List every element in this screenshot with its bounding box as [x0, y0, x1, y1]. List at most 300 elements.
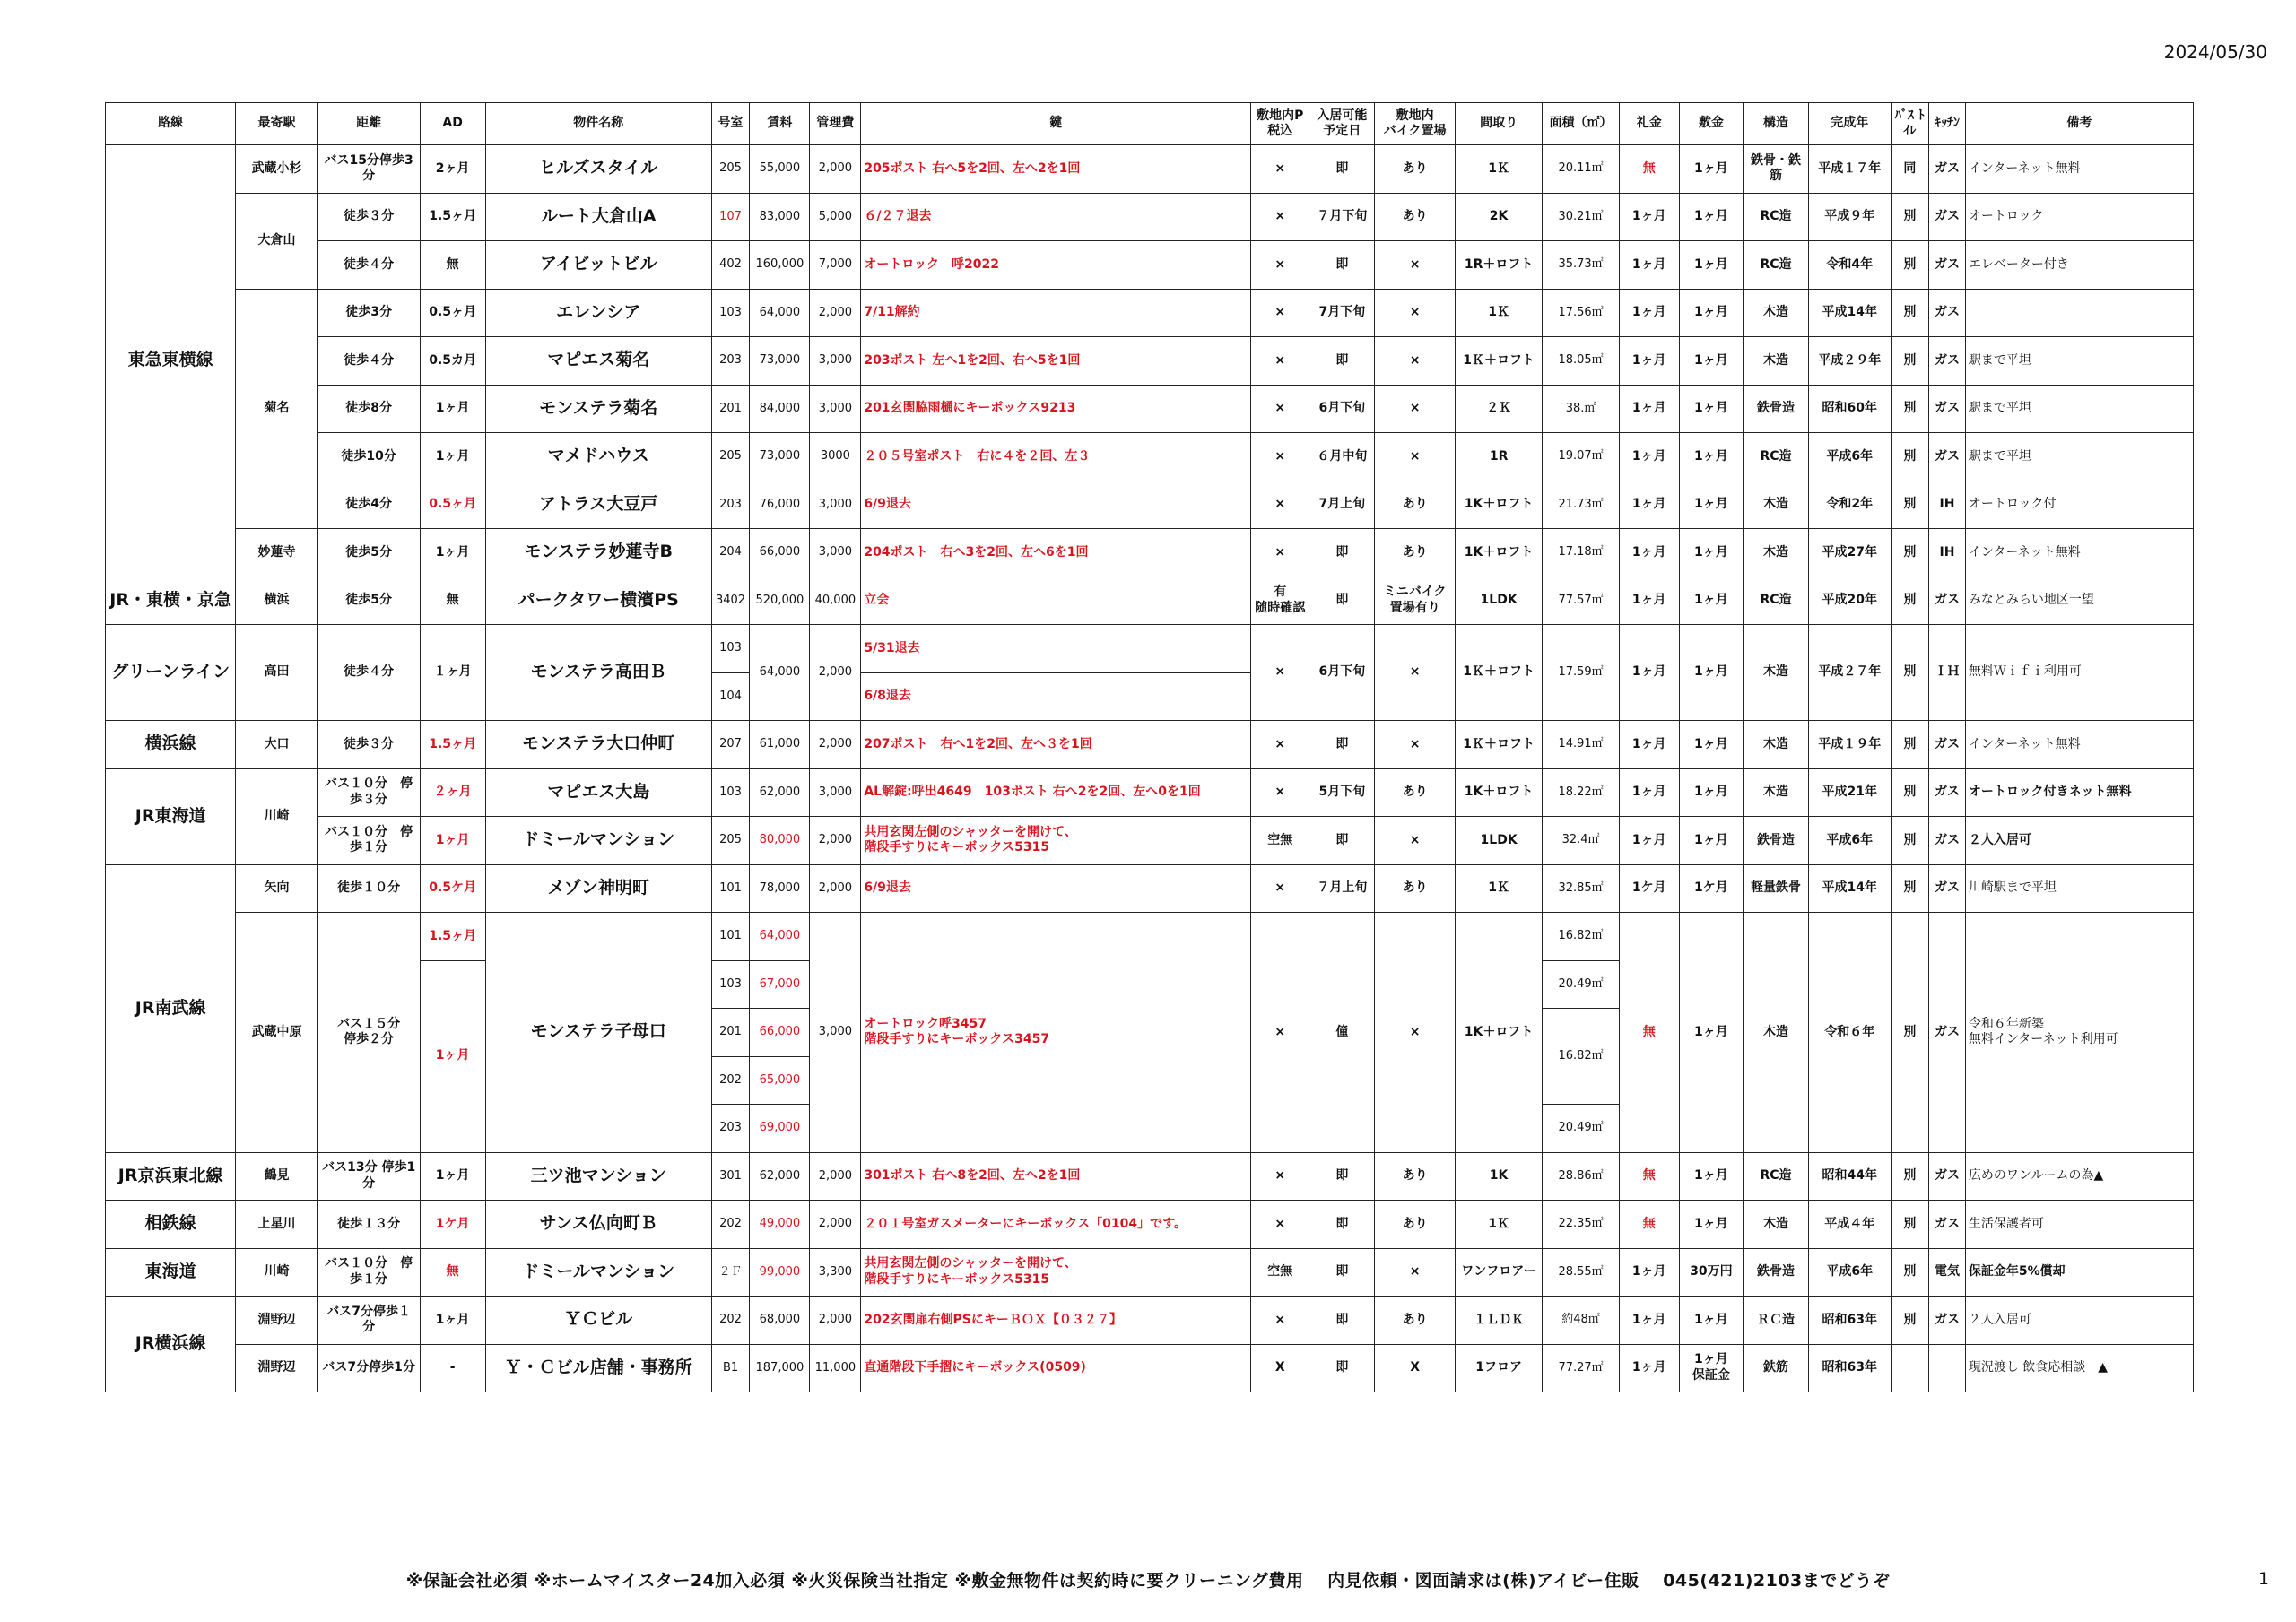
room-number: 204: [711, 529, 750, 577]
area: 約48㎡: [1543, 1297, 1619, 1345]
structure: 軽量鉄骨: [1743, 864, 1808, 913]
header-mgmt: 管理費: [810, 103, 861, 145]
bike-parking: あり: [1375, 1152, 1455, 1201]
room-number: 301: [711, 1152, 750, 1201]
bike-parking: ×: [1375, 721, 1455, 769]
station-name: 武蔵小杉: [236, 145, 317, 194]
shikikin: 1ヶ月: [1679, 193, 1743, 241]
remarks: 駅まで平坦: [1965, 337, 2193, 386]
distance-part-1: バス１５分: [337, 1016, 401, 1031]
parking: ×: [1251, 193, 1309, 241]
property-name: モンステラ妙蓮寺B: [485, 529, 711, 577]
structure: 鉄骨・鉄筋: [1743, 145, 1808, 194]
area: 20.49㎡: [1543, 1105, 1619, 1153]
area: 28.55㎡: [1543, 1248, 1619, 1297]
management-fee: 2,000: [810, 721, 861, 769]
distance: 徒歩４分: [317, 625, 420, 721]
area: 18.22㎡: [1543, 768, 1619, 817]
move-in-date: 即: [1309, 529, 1375, 577]
distance: バス7分停歩1分: [317, 1344, 420, 1392]
kitchen: ガス: [1929, 864, 1966, 913]
management-fee: 7,000: [810, 241, 861, 290]
table-row: [106, 289, 2194, 337]
room-number: 402: [711, 241, 750, 290]
kitchen: ＩＨ: [1929, 625, 1966, 721]
structure: 木造: [1743, 768, 1808, 817]
move-in-date: 即: [1309, 1248, 1375, 1297]
distance: 徒歩8分: [317, 385, 420, 433]
move-in-date: 即: [1309, 817, 1375, 865]
layout: 1Ｋ＋ロフト: [1455, 337, 1543, 386]
distance: バス１０分 停歩３分: [317, 768, 420, 817]
layout: 1Ｋ＋ロフト: [1455, 721, 1543, 769]
shikikin-part-1: 1ヶ月: [1693, 1352, 1728, 1367]
table-row: [106, 433, 2194, 481]
key-info: ２０５号室ポスト 右に４を２回、左３: [861, 433, 1251, 481]
header-layout: 間取り: [1455, 103, 1543, 145]
area: 21.73㎡: [1543, 481, 1619, 529]
structure: RC造: [1743, 1152, 1808, 1201]
bike-parking: ×: [1375, 1248, 1455, 1297]
kitchen: ガス: [1929, 1201, 1966, 1249]
parking: ×: [1251, 433, 1309, 481]
rent: 520,000: [750, 577, 810, 625]
rent: 80,000: [750, 817, 810, 865]
rent: 61,000: [750, 721, 810, 769]
management-fee: 3,000: [810, 481, 861, 529]
key-info: オートロック 呼2022: [861, 241, 1251, 290]
rent: 73,000: [750, 337, 810, 386]
property-name: アイビットビル: [485, 241, 711, 290]
kitchen: ガス: [1929, 193, 1966, 241]
ad: 無: [420, 241, 485, 290]
built-year: 平成6年: [1809, 817, 1891, 865]
key-info: [861, 817, 1251, 865]
station-name: 大倉山: [236, 193, 317, 289]
key-info: 直通階段下手摺にキーボックス(0509): [861, 1344, 1251, 1392]
property-name: ルート大倉山A: [485, 193, 711, 241]
table-row: [106, 1201, 2194, 1249]
move-in-date: ６月中旬: [1309, 433, 1375, 481]
remarks: ２人入居可: [1965, 817, 2193, 865]
shikikin: 1ヶ月: [1679, 768, 1743, 817]
room-number: 3402: [711, 577, 750, 625]
bath-toilet: 別: [1891, 433, 1929, 481]
room-number: 202: [711, 1056, 750, 1105]
header-rent: 賃料: [750, 103, 810, 145]
kitchen: ガス: [1929, 1152, 1966, 1201]
station-name: 鶴見: [236, 1152, 317, 1201]
layout: 1Ｋ＋ロフト: [1455, 625, 1543, 721]
room-number: 203: [711, 481, 750, 529]
move-in-date: 5月下旬: [1309, 768, 1375, 817]
structure: ＲＣ造: [1743, 1297, 1808, 1345]
property-name: モンステラ高田Ｂ: [485, 625, 711, 721]
shikikin: 1ヶ月: [1679, 721, 1743, 769]
parking: ×: [1251, 241, 1309, 290]
rent: 62,000: [750, 1152, 810, 1201]
reikin: 1ヶ月: [1619, 577, 1679, 625]
room-number: 207: [711, 721, 750, 769]
distance: 徒歩5分: [317, 577, 420, 625]
room-number: 203: [711, 337, 750, 386]
key-info: 301ポスト 右へ8を2回、左へ2を1回: [861, 1152, 1251, 1201]
header-structure: 構造: [1743, 103, 1808, 145]
header-row: [106, 103, 2194, 145]
header-parking: [1251, 103, 1309, 145]
kitchen: ガス: [1929, 241, 1966, 290]
parking: ×: [1251, 289, 1309, 337]
kitchen: ガス: [1929, 577, 1966, 625]
area: 19.07㎡: [1543, 433, 1619, 481]
shikikin: 1ヶ月: [1679, 145, 1743, 194]
shikikin: 1ヶ月: [1679, 1152, 1743, 1201]
move-in-date: 即: [1309, 1201, 1375, 1249]
remarks: ２人入居可: [1965, 1297, 2193, 1345]
station-name: 横浜: [236, 577, 317, 625]
bike-parking: ×: [1375, 385, 1455, 433]
room-number: B1: [711, 1344, 750, 1392]
property-name: モンステラ菊名: [485, 385, 711, 433]
ad: 1ヶ月: [420, 817, 485, 865]
parking: ×: [1251, 768, 1309, 817]
parking-part-2: 随時確認: [1255, 600, 1306, 615]
header-built: 完成年: [1809, 103, 1891, 145]
built-year: 平成14年: [1809, 864, 1891, 913]
layout: 1Ｋ: [1455, 864, 1543, 913]
move-in-date: 即: [1309, 1152, 1375, 1201]
ad: 1.5ヶ月: [420, 193, 485, 241]
ad: 無: [420, 577, 485, 625]
reikin: 1ヶ月: [1619, 529, 1679, 577]
kitchen: 電気: [1929, 1248, 1966, 1297]
built-year: 平成９年: [1809, 193, 1891, 241]
structure: 木造: [1743, 625, 1808, 721]
bath-toilet: 別: [1891, 1152, 1929, 1201]
management-fee: 11,000: [810, 1344, 861, 1392]
key-info-part-2: 階段手すりにキーボックス5315: [864, 840, 1050, 855]
footer-notice: ※保証会社必須 ※ホームマイスター24加入必須 ※火災保険当社指定 ※敷金無物件は契約時に要クリーニング費用 内見依頼・図面請求は(株)アイビー住販 045(421)2103までどうぞ: [405, 1571, 1891, 1591]
property-name: マピエス菊名: [485, 337, 711, 386]
rent: 64,000: [750, 289, 810, 337]
structure: 木造: [1743, 289, 1808, 337]
line-name: JR京浜東北線: [106, 1152, 236, 1201]
ad: １ヶ月: [420, 625, 485, 721]
bike-parking-part-2: 置場有り: [1389, 600, 1440, 615]
table-row: [106, 864, 2194, 913]
parking: ×: [1251, 337, 1309, 386]
structure: 鉄骨造: [1743, 817, 1808, 865]
property-name: エレンシア: [485, 289, 711, 337]
line-name: JR横浜線: [106, 1297, 236, 1392]
shikikin: 1ヶ月: [1679, 433, 1743, 481]
layout: 1Ｋ: [1455, 1201, 1543, 1249]
reikin: 1ヶ月: [1619, 385, 1679, 433]
key-info: 7/11解約: [861, 289, 1251, 337]
table-row: [106, 241, 2194, 290]
reikin: 1ヶ月: [1619, 337, 1679, 386]
bath-toilet: 別: [1891, 864, 1929, 913]
page-number: 1: [2257, 1569, 2269, 1589]
header-line: 路線: [106, 103, 236, 145]
area: 32.4㎡: [1543, 817, 1619, 865]
area: 35.73㎡: [1543, 241, 1619, 290]
built-year: 昭和60年: [1809, 385, 1891, 433]
rent: 76,000: [750, 481, 810, 529]
layout: 1K: [1455, 1152, 1543, 1201]
reikin: 1ヶ月: [1619, 481, 1679, 529]
rent: 84,000: [750, 385, 810, 433]
layout: 2K: [1455, 193, 1543, 241]
room-number: 201: [711, 385, 750, 433]
remarks: オートロック: [1965, 193, 2193, 241]
area: 22.35㎡: [1543, 1201, 1619, 1249]
kitchen: ガス: [1929, 913, 1966, 1153]
move-in-date: 即: [1309, 337, 1375, 386]
reikin: 1ヶ月: [1619, 241, 1679, 290]
rent: 187,000: [750, 1344, 810, 1392]
key-info: 201玄関脇雨樋にキーボックス9213: [861, 385, 1251, 433]
key-info: [861, 1248, 1251, 1297]
bike-parking: あり: [1375, 481, 1455, 529]
management-fee: 2,000: [810, 1297, 861, 1345]
layout: 1LDK: [1455, 817, 1543, 865]
property-table: [105, 102, 2194, 1392]
key-info-part-2: 階段手すりにキーボックス5315: [864, 1271, 1050, 1287]
room-number: 203: [711, 1105, 750, 1153]
parking: 空無: [1251, 817, 1309, 865]
ad: 2ヶ月: [420, 145, 485, 194]
property-name: マメドハウス: [485, 433, 711, 481]
rent: 62,000: [750, 768, 810, 817]
bath-toilet: 別: [1891, 577, 1929, 625]
area: 30.21㎡: [1543, 193, 1619, 241]
management-fee: 2,000: [810, 1152, 861, 1201]
kitchen: ガス: [1929, 817, 1966, 865]
built-year: 昭和63年: [1809, 1297, 1891, 1345]
table-row: [106, 768, 2194, 817]
area: 20.49㎡: [1543, 960, 1619, 1009]
line-name: 相鉄線: [106, 1201, 236, 1249]
table-row: [106, 145, 2194, 194]
bath-toilet: 別: [1891, 1201, 1929, 1249]
move-in-date: 即: [1309, 241, 1375, 290]
area: 32.85㎡: [1543, 864, 1619, 913]
structure: 木造: [1743, 913, 1808, 1153]
key-info: [861, 913, 1251, 1153]
table-row: [106, 1344, 2194, 1392]
property-name: ヒルズスタイル: [485, 145, 711, 194]
property-name: メゾン神明町: [485, 864, 711, 913]
parking: [1251, 577, 1309, 625]
table-row: [106, 817, 2194, 865]
distance: 徒歩４分: [317, 241, 420, 290]
header-kitchen: ｷｯﾁﾝ: [1929, 103, 1966, 145]
bath-toilet: 別: [1891, 241, 1929, 290]
area: 28.86㎡: [1543, 1152, 1619, 1201]
structure: RC造: [1743, 241, 1808, 290]
key-info: 205ポスト 右へ5を2回、左へ2を1回: [861, 145, 1251, 194]
table-row: [106, 1297, 2194, 1345]
property-name: サンス仏向町Ｂ: [485, 1201, 711, 1249]
table-row: [106, 1152, 2194, 1201]
property-name: モンステラ大口仲町: [485, 721, 711, 769]
ad: 0.5カ月: [420, 337, 485, 386]
parking: ×: [1251, 385, 1309, 433]
room-number: 103: [711, 289, 750, 337]
layout: 1K＋ロフト: [1455, 481, 1543, 529]
kitchen: IH: [1929, 481, 1966, 529]
bath-toilet: 別: [1891, 1297, 1929, 1345]
property-name: ドミールマンション: [485, 817, 711, 865]
move-in-date: ７月上旬: [1309, 864, 1375, 913]
area: 17.56㎡: [1543, 289, 1619, 337]
management-fee: 5,000: [810, 193, 861, 241]
kitchen: ガス: [1929, 289, 1966, 337]
structure: 鉄骨造: [1743, 1248, 1808, 1297]
reikin: 無: [1619, 145, 1679, 194]
room-number: 103: [711, 625, 750, 673]
parking: ×: [1251, 913, 1309, 1153]
shikikin: 1ヶ月: [1679, 241, 1743, 290]
property-name: モンステラ子母口: [485, 913, 711, 1153]
move-in-date: 即: [1309, 1344, 1375, 1392]
area: 16.82㎡: [1543, 913, 1619, 961]
move-in-date: 即: [1309, 721, 1375, 769]
shikikin: 1ヶ月: [1679, 289, 1743, 337]
rent: 160,000: [750, 241, 810, 290]
header-shikikin: 敷金: [1679, 103, 1743, 145]
built-year: 平成14年: [1809, 289, 1891, 337]
rent: 55,000: [750, 145, 810, 194]
bath-toilet: 別: [1891, 721, 1929, 769]
built-year: 平成１９年: [1809, 721, 1891, 769]
remarks: 広めのワンルームの為▲: [1965, 1152, 2193, 1201]
rent: 83,000: [750, 193, 810, 241]
header-move-1: 入居可能: [1317, 108, 1368, 123]
key-info: ２０１号室ガスメーターにキーボックス「0104」です。: [861, 1201, 1251, 1249]
bike-parking: X: [1375, 1344, 1455, 1392]
line-name: JR・東横・京急: [106, 577, 236, 625]
distance: 徒歩３分: [317, 193, 420, 241]
key-info: 202玄関扉右側PSにキーＢＯＸ【０３２７】: [861, 1297, 1251, 1345]
shikikin: 1ケ月: [1679, 864, 1743, 913]
bath-toilet: 別: [1891, 481, 1929, 529]
structure: RC造: [1743, 577, 1808, 625]
bike-parking: あり: [1375, 864, 1455, 913]
room-number: 101: [711, 913, 750, 961]
built-year: 令和4年: [1809, 241, 1891, 290]
management-fee: 3,300: [810, 1248, 861, 1297]
table-row: [106, 1248, 2194, 1297]
management-fee: 3,000: [810, 913, 861, 1153]
distance: 徒歩5分: [317, 529, 420, 577]
reikin: 1ヶ月: [1619, 625, 1679, 721]
station-name: 菊名: [236, 289, 317, 529]
kitchen: IH: [1929, 529, 1966, 577]
bike-parking: ×: [1375, 241, 1455, 290]
shikikin: [1679, 1344, 1743, 1392]
bath-toilet: 別: [1891, 337, 1929, 386]
remarks: 保証金年5%償却: [1965, 1248, 2193, 1297]
layout: 1K＋ロフト: [1455, 768, 1543, 817]
room-number: 201: [711, 1009, 750, 1057]
management-fee: 3,000: [810, 529, 861, 577]
station-name: 上星川: [236, 1201, 317, 1249]
structure: 木造: [1743, 1201, 1808, 1249]
distance: バス15分停歩3分: [317, 145, 420, 194]
parking: 空無: [1251, 1248, 1309, 1297]
reikin: 1ヶ月: [1619, 289, 1679, 337]
reikin: 1ヶ月: [1619, 193, 1679, 241]
line-name: グリーンライン: [106, 625, 236, 721]
layout: 1Ｋ: [1455, 145, 1543, 194]
built-year: 平成２９年: [1809, 337, 1891, 386]
key-info: 203ポスト 左へ1を2回、右へ5を1回: [861, 337, 1251, 386]
table-row: [106, 913, 2194, 961]
parking: ×: [1251, 1152, 1309, 1201]
layout: 1K＋ロフト: [1455, 913, 1543, 1153]
move-in-date: 即: [1309, 145, 1375, 194]
shikikin: 1ヶ月: [1679, 481, 1743, 529]
ad: 1ケ月: [420, 1201, 485, 1249]
area: 14.91㎡: [1543, 721, 1619, 769]
property-name: パークタワー横濱PS: [485, 577, 711, 625]
management-fee: 2,000: [810, 625, 861, 721]
built-year: 平成27年: [1809, 529, 1891, 577]
line-name: 横浜線: [106, 721, 236, 769]
bike-parking: あり: [1375, 1297, 1455, 1345]
management-fee: 2,000: [810, 289, 861, 337]
bath-toilet: 別: [1891, 1248, 1929, 1297]
move: 6月下旬: [1309, 625, 1375, 721]
header-parking-2: 税込: [1267, 124, 1293, 138]
ad: 1.5ヶ月: [420, 721, 485, 769]
kitchen: [1929, 1344, 1966, 1392]
bath-toilet: 同: [1891, 145, 1929, 194]
bath-toilet: 別: [1891, 768, 1929, 817]
built: 令和６年: [1809, 913, 1891, 1153]
move-in-date: 7月上旬: [1309, 481, 1375, 529]
property-name: アトラス大豆戸: [485, 481, 711, 529]
ad: 1ヶ月: [420, 385, 485, 433]
remarks: オートロック付: [1965, 481, 2193, 529]
key-info: 5/31退去: [861, 625, 1251, 673]
distance: 徒歩１０分: [317, 864, 420, 913]
management-fee: 2,000: [810, 864, 861, 913]
table-row: [106, 577, 2194, 625]
line-name: 東海道: [106, 1248, 236, 1297]
parking: ×: [1251, 481, 1309, 529]
reikin: 1ヶ月: [1619, 1297, 1679, 1345]
move-in-date: 7月下旬: [1309, 289, 1375, 337]
header-reikin: 礼金: [1619, 103, 1679, 145]
property-name: マピエス大島: [485, 768, 711, 817]
bath-toilet: [1891, 1344, 1929, 1392]
reikin: 1ヶ月: [1619, 721, 1679, 769]
management-fee: 3,000: [810, 385, 861, 433]
shikikin: 1ヶ月: [1679, 337, 1743, 386]
remarks-part-2: 無料インターネット利用可: [1968, 1032, 2118, 1047]
header-area: 面積（㎡）: [1543, 103, 1619, 145]
room-number: ２Ｆ: [711, 1248, 750, 1297]
parking: ×: [1251, 721, 1309, 769]
key-info-part-1: 共用玄関左側のシャッターを開けて、: [864, 824, 1077, 839]
header-station: 最寄駅: [236, 103, 317, 145]
room-number: 101: [711, 864, 750, 913]
property-name: 三ツ池マンション: [485, 1152, 711, 1201]
built-year: 平成6年: [1809, 1248, 1891, 1297]
